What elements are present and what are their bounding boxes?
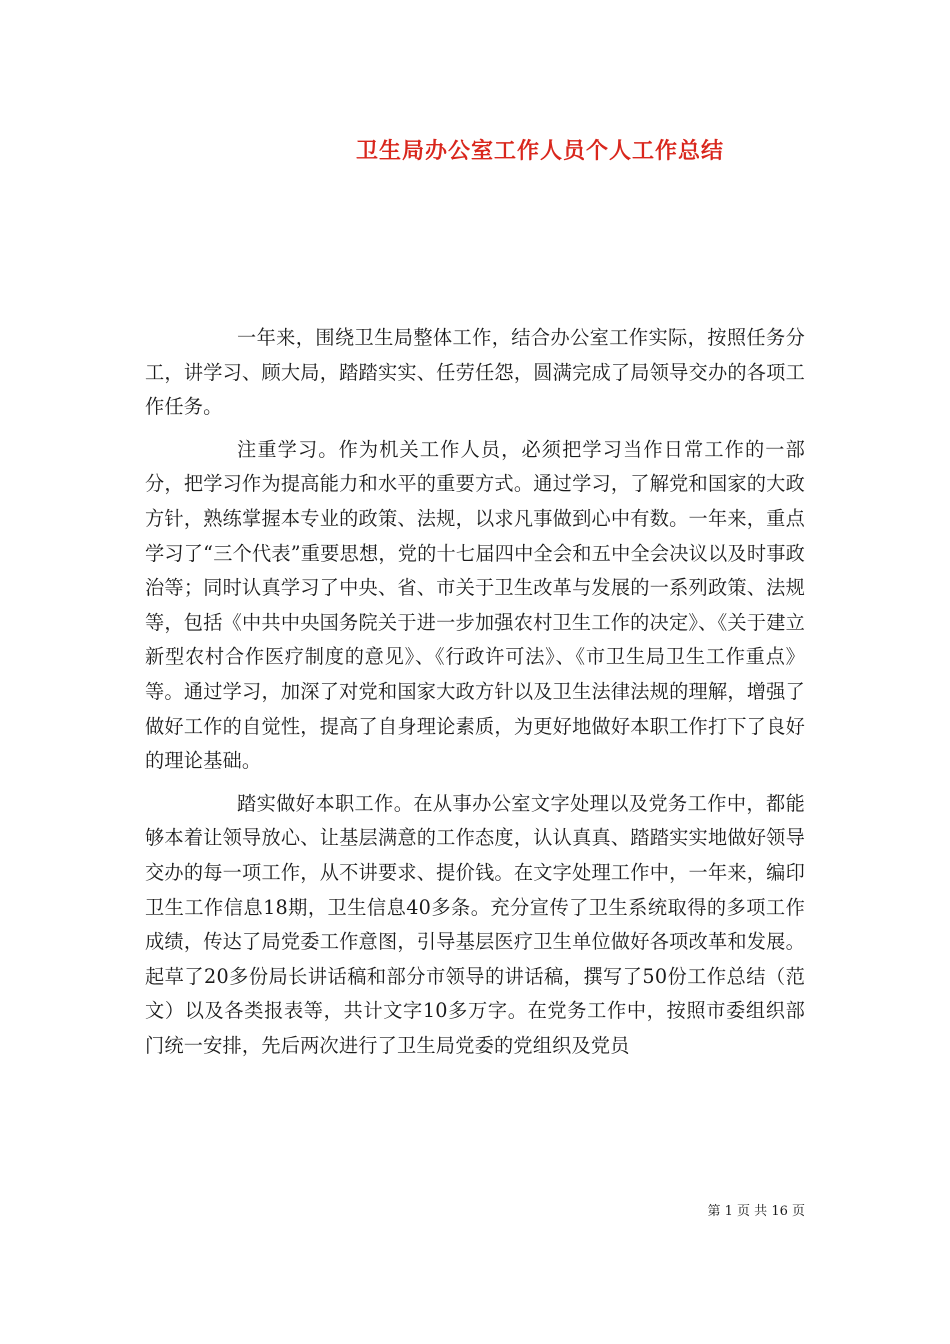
paragraph-intro: 一年来，围绕卫生局整体工作，结合办公室工作实际，按照任务分工，讲学习、顾大局，踏踏实实、任劳任怨，圆满完成了局领导交办的各项工作任务。 [145,326,805,419]
page-number-footer: 第 1 页 共 16 页 [707,1204,805,1219]
document-title: 卫生局办公室工作人员个人工作总结 [355,138,724,164]
paragraph-duties: 踏实做好本职工作。在从事办公室文字处理以及党务工作中，都能够本着让领导放心、让基层满意的工作态度，认认真真、踏踏实实地做好领导交办的每一项工作，从不讲要求、提价钱。在文字处理工作中，一年来，编印卫生工作信息18期，卫生信息40多条。充分宣传了卫生系统取得的多项工作成绩，传达了局党委工作意图，引导基层医疗卫生单位做好各项改革和发展。起草了20多份局长讲话稿和部分市领导的讲话稿，撰写了50份工作总结（范文）以及各类报表等，共计文字10多万字。在党务工作中，按照市委组织部门统一安排，先后两次进行了卫生局党委的党组织及党员 [145,791,805,1057]
document-body [145,321,805,1071]
paragraph-study: 注重学习。作为机关工作人员，必须把学习当作日常工作的一部分，把学习作为提高能力和水平的重要方式。通过学习，了解党和国家的大政方针，熟练掌握本专业的政策、法规，以求凡事做到心中有数。一年来，重点学习了“三个代表”重要思想，党的十七届四中全会和五中全会决议以及时事政治等；同时认真学习了中央、省、市关于卫生改革与发展的一系列政策、法规等，包括《中共中央国务院关于进一步加强农村卫生工作的决定》、《关于建立新型农村合作医疗制度的意见》、《行政许可法》、《市卫生局卫生工作重点》等。通过学习，加深了对党和国家大政方针以及卫生法律法规的理解，增强了做好工作的自觉性，提高了自身理论素质，为更好地做好本职工作打下了良好的理论基础。 [145,437,805,773]
